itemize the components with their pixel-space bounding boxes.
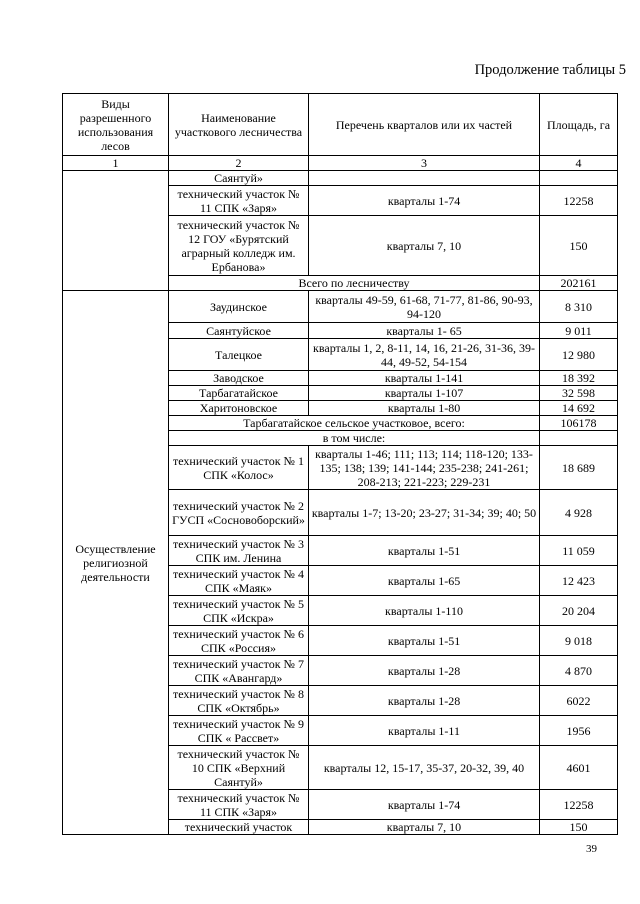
table-body (63, 94, 618, 835)
quarters-table (62, 93, 618, 835)
quarters-list: кварталы 1-65 (309, 566, 540, 596)
quarters-list: кварталы 1-46; 111; 113; 114; 118-120; 133-135; 138; 139; 141-144; 235-238; 241-261; 208-213; 221-223; 229-231 (309, 446, 540, 490)
subtotal-value: 106178 (540, 416, 618, 431)
table-row (63, 171, 618, 186)
quarters-list: кварталы 1-141 (309, 371, 540, 386)
colnum-4: 4 (540, 156, 618, 171)
area-value: 12258 (540, 790, 618, 820)
quarters-list: кварталы 1-28 (309, 656, 540, 686)
forestry-name: технический участок № 1 СПК «Колос» (169, 446, 309, 490)
forestry-name: технический участок № 7 СПК «Авангард» (169, 656, 309, 686)
quarters-list: кварталы 1-74 (309, 790, 540, 820)
area-value: 12 423 (540, 566, 618, 596)
area-value: 12258 (540, 186, 618, 216)
forestry-name: технический участок № 3 СПК им. Ленина (169, 536, 309, 566)
use-kind-cell: Осуществление религиозной деятельности (63, 291, 169, 835)
area-value: 32 598 (540, 386, 618, 401)
header-quarters: Перечень кварталов или их частей (309, 94, 540, 156)
area-value: 11 059 (540, 536, 618, 566)
including-label: в том числе: (169, 431, 540, 446)
total-value: 202161 (540, 276, 618, 291)
forestry-name: технический участок № 11 СПК «Заря» (169, 186, 309, 216)
area-value: 4601 (540, 746, 618, 790)
quarters-list: кварталы 12, 15-17, 35-37, 20-32, 39, 40 (309, 746, 540, 790)
forestry-name: Тарбагатайское (169, 386, 309, 401)
area-value: 6022 (540, 686, 618, 716)
area-value: 8 310 (540, 291, 618, 323)
area-value: 14 692 (540, 401, 618, 416)
quarters-list: кварталы 1-80 (309, 401, 540, 416)
quarters-list: кварталы 1-51 (309, 626, 540, 656)
colnum-1: 1 (63, 156, 169, 171)
quarters-list: кварталы 1-51 (309, 536, 540, 566)
forestry-name: Талецкое (169, 339, 309, 371)
area-value: 20 204 (540, 596, 618, 626)
forestry-name: Саянтуй» (169, 171, 309, 186)
quarters-list: кварталы 1-107 (309, 386, 540, 401)
forestry-name: технический участок № 2 ГУСП «Сосновоборский» (169, 490, 309, 536)
quarters-list: кварталы 7, 10 (309, 820, 540, 835)
colnum-3: 3 (309, 156, 540, 171)
forestry-name: Харитоновское (169, 401, 309, 416)
quarters-list (309, 171, 540, 186)
forestry-name: технический участок № 11 СПК «Заря» (169, 790, 309, 820)
forestry-name: технический участок № 9 СПК « Рассвет» (169, 716, 309, 746)
forestry-name: технический участок (169, 820, 309, 835)
area-value: 18 392 (540, 371, 618, 386)
header-row (63, 94, 618, 156)
quarters-list: кварталы 1-74 (309, 186, 540, 216)
area-value: 12 980 (540, 339, 618, 371)
area-value: 9 011 (540, 323, 618, 339)
area-value: 9 018 (540, 626, 618, 656)
area-value (540, 171, 618, 186)
quarters-list: кварталы 1-28 (309, 686, 540, 716)
including-empty (540, 431, 618, 446)
forestry-name: технический участок № 8 СПК «Октябрь» (169, 686, 309, 716)
table-caption: Продолжение таблицы 5 (474, 62, 626, 78)
forestry-name: технический участок № 10 СПК «Верхний Саянтуй» (169, 746, 309, 790)
header-kind: Виды разрешенного использования лесов (63, 94, 169, 156)
header-area: Площадь, га (540, 94, 618, 156)
quarters-list: кварталы 1-7; 13-20; 23-27; 31-34; 39; 40; 50 (309, 490, 540, 536)
column-numbers-row (63, 156, 618, 171)
forestry-name: технический участок № 12 ГОУ «Бурятский аграрный колледж им. Ербанова» (169, 216, 309, 276)
subtotal-label: Тарбагатайское сельское участковое, всего: (169, 416, 540, 431)
quarters-list: кварталы 1- 65 (309, 323, 540, 339)
table-row (63, 291, 618, 323)
forestry-name: Заудинское (169, 291, 309, 323)
area-value: 18 689 (540, 446, 618, 490)
header-forestry: Наименование участкового лесничества (169, 94, 309, 156)
area-value: 150 (540, 216, 618, 276)
quarters-list: кварталы 49-59, 61-68, 71-77, 81-86, 90-93, 94-120 (309, 291, 540, 323)
quarters-list: кварталы 1, 2, 8-11, 14, 16, 21-26, 31-36, 39-44, 49-52, 54-154 (309, 339, 540, 371)
quarters-list: кварталы 7, 10 (309, 216, 540, 276)
colnum-2: 2 (169, 156, 309, 171)
quarters-list: кварталы 1-110 (309, 596, 540, 626)
kind-cell-empty (63, 171, 169, 291)
quarters-list: кварталы 1-11 (309, 716, 540, 746)
forestry-name: Саянтуйское (169, 323, 309, 339)
forestry-name: технический участок № 5 СПК «Искра» (169, 596, 309, 626)
area-value: 4 870 (540, 656, 618, 686)
page-number: 39 (586, 843, 597, 855)
forestry-name: Заводское (169, 371, 309, 386)
total-label: Всего по лесничеству (169, 276, 540, 291)
forestry-name: технический участок № 4 СПК «Маяк» (169, 566, 309, 596)
area-value: 150 (540, 820, 618, 835)
area-value: 1956 (540, 716, 618, 746)
forestry-name: технический участок № 6 СПК «Россия» (169, 626, 309, 656)
area-value: 4 928 (540, 490, 618, 536)
